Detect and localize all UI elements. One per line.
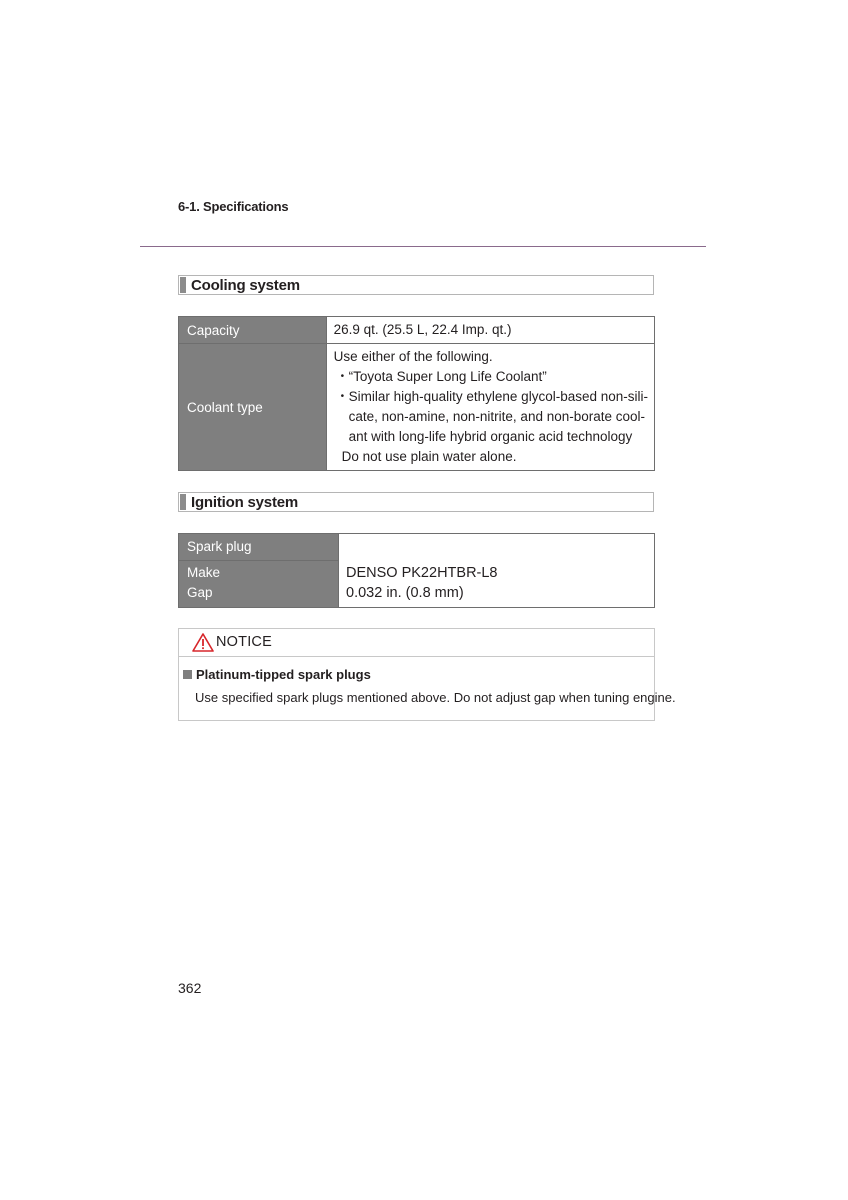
bullet-text: “Toyota Super Long Life Coolant”: [348, 369, 547, 384]
spark-plug-value-cell: [339, 534, 655, 608]
page-number: 362: [178, 980, 202, 996]
bullet-text: Similar high-quality ethylene glycol-based non-sili-: [348, 389, 648, 404]
section-title-cooling: [178, 275, 654, 295]
notice-box: [178, 628, 676, 721]
cooling-system-table: [178, 316, 655, 471]
spark-plug-header: Spark plug: [179, 535, 338, 561]
notice-subheading-text: Platinum-tipped spark plugs: [196, 667, 371, 682]
section-title-ignition: [178, 492, 654, 512]
notice-header: [179, 629, 654, 657]
capacity-value: [326, 317, 654, 344]
section-marker: [180, 494, 186, 510]
notice-subheading: [183, 667, 371, 682]
spark-plug-label-cell: [179, 534, 339, 608]
coolant-type-value: [326, 344, 654, 471]
notice-body: Use specified spark plugs mentioned above. Do not adjust gap when tuning engine.: [195, 690, 676, 705]
list-item: [334, 367, 648, 387]
gap-label: Gap: [187, 584, 213, 600]
table-row-spark-plug: [179, 534, 655, 608]
header-divider: [140, 246, 706, 247]
warning-triangle-icon: [192, 633, 214, 652]
gap-value: 0.032 in. (0.8 mm): [346, 584, 464, 601]
bullet-icon: •: [340, 391, 345, 402]
section-title-text: Ignition system: [191, 494, 299, 511]
section-title-text: Cooling system: [191, 277, 300, 294]
coolant-outro: Do not use plain water alone.: [341, 449, 517, 464]
notice-label: NOTICE: [216, 634, 272, 650]
table-row-coolant-type: [179, 344, 655, 471]
bullet-icon: •: [340, 371, 345, 382]
capacity-value-text: 26.9 qt. (25.5 L, 22.4 Imp. qt.): [333, 322, 512, 337]
breadcrumb: 6-1. Specifications: [178, 199, 289, 214]
bullet-text-continued: cate, non-amine, non-nitrite, and non-borate cool-: [348, 409, 646, 424]
section-marker: [180, 277, 186, 293]
table-row-capacity: [179, 317, 655, 344]
list-item: [334, 387, 648, 407]
coolant-type-label: Coolant type: [179, 344, 327, 471]
make-label: Make: [187, 564, 221, 580]
capacity-label: Capacity: [179, 317, 327, 344]
coolant-intro: Use either of the following.: [333, 349, 493, 364]
make-value: DENSO PK22HTBR-L8: [346, 564, 498, 581]
square-bullet-icon: [183, 670, 192, 679]
ignition-system-table: [178, 533, 655, 608]
bullet-text-continued: ant with long-life hybrid organic acid technology: [348, 429, 633, 444]
